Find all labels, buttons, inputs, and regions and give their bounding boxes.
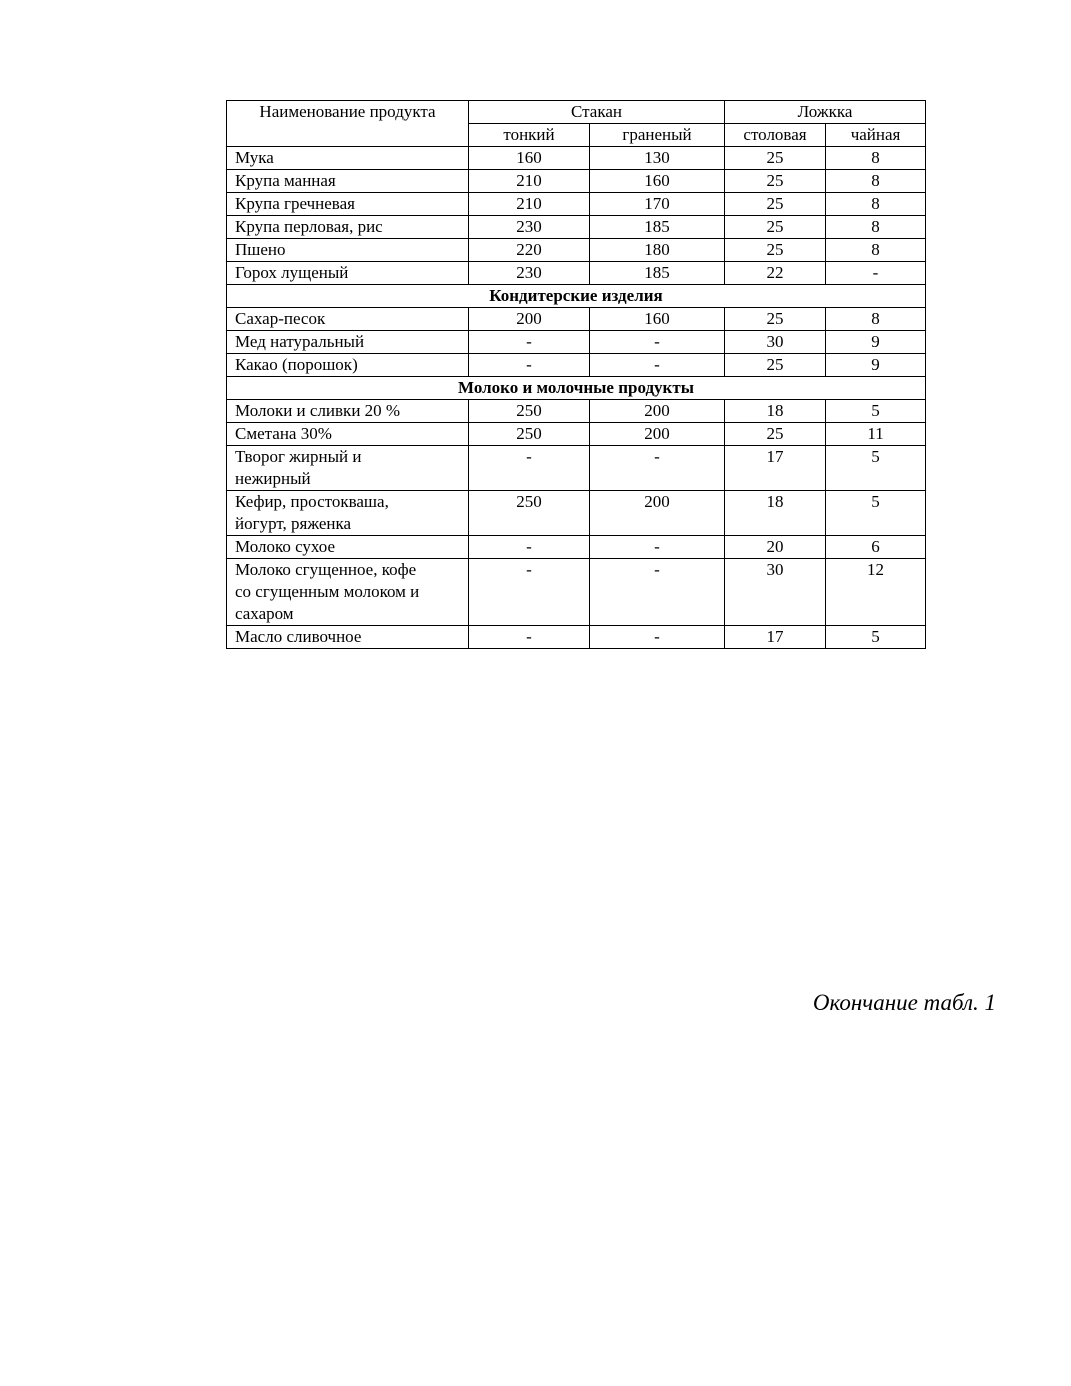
glass-faceted-value: 200 (590, 491, 725, 536)
spoon-tea-value: 8 (826, 170, 926, 193)
spoon-tea-value: 8 (826, 147, 926, 170)
section-confectionery: Кондитерские изделия (227, 285, 926, 308)
spoon-tea-value: 8 (826, 216, 926, 239)
table-row (227, 559, 926, 626)
product-name (227, 446, 469, 491)
product-name: Крупа перловая, рис (227, 216, 469, 239)
section-row (227, 285, 926, 308)
spoon-table-value: 17 (725, 446, 826, 491)
glass-thin-value: 250 (469, 423, 590, 446)
glass-faceted-value: - (590, 626, 725, 649)
header-spoon: Ложкка (725, 101, 926, 124)
spoon-table-value: 25 (725, 170, 826, 193)
product-name: Мука (227, 147, 469, 170)
spoon-tea-value: 5 (826, 400, 926, 423)
glass-faceted-value: - (590, 331, 725, 354)
glass-thin-value: 230 (469, 216, 590, 239)
glass-thin-value: - (469, 446, 590, 491)
product-name: Молоки и сливки 20 % (227, 400, 469, 423)
glass-thin-value: 210 (469, 193, 590, 216)
table-row (227, 216, 926, 239)
spoon-tea-value: - (826, 262, 926, 285)
glass-thin-value: - (469, 559, 590, 626)
table-row (227, 193, 926, 216)
glass-faceted-value: 160 (590, 308, 725, 331)
spoon-tea-value: 8 (826, 239, 926, 262)
table-row (227, 446, 926, 491)
product-name-line: Кефир, простокваша, (235, 492, 389, 511)
glass-faceted-value: 180 (590, 239, 725, 262)
glass-thin-value: 160 (469, 147, 590, 170)
spoon-table-value: 30 (725, 559, 826, 626)
table-header-row (227, 101, 926, 124)
spoon-tea-value: 8 (826, 193, 926, 216)
spoon-table-value: 17 (725, 626, 826, 649)
table-row (227, 423, 926, 446)
spoon-tea-value: 5 (826, 626, 926, 649)
spoon-table-value: 22 (725, 262, 826, 285)
product-name-line: со сгущенным молоком и (235, 582, 420, 601)
table-continuation-caption: Окончание табл. 1 (812, 990, 996, 1015)
glass-faceted-value: - (590, 559, 725, 626)
glass-thin-value: 230 (469, 262, 590, 285)
spoon-table-value: 18 (725, 491, 826, 536)
header-glass-faceted: граненый (590, 124, 725, 147)
spoon-tea-value: 12 (826, 559, 926, 626)
table-row (227, 354, 926, 377)
glass-faceted-value: 170 (590, 193, 725, 216)
spoon-tea-value: 5 (826, 446, 926, 491)
product-name-line: йогурт, ряженка (235, 514, 352, 533)
table-row (227, 147, 926, 170)
table-row (227, 536, 926, 559)
spoon-table-value: 18 (725, 400, 826, 423)
spoon-table-value: 25 (725, 354, 826, 377)
glass-faceted-value: 185 (590, 262, 725, 285)
section-row (227, 377, 926, 400)
product-name (227, 491, 469, 536)
table-row (227, 308, 926, 331)
spoon-table-value: 30 (725, 331, 826, 354)
product-name: Горох лущеный (227, 262, 469, 285)
header-glass-thin: тонкий (469, 124, 590, 147)
glass-faceted-value: - (590, 536, 725, 559)
section-dairy: Молоко и молочные продукты (227, 377, 926, 400)
spoon-tea-value: 6 (826, 536, 926, 559)
table-row (227, 239, 926, 262)
product-name: Крупа манная (227, 170, 469, 193)
glass-thin-value: 250 (469, 491, 590, 536)
product-name: Сахар-песок (227, 308, 469, 331)
product-name-line: Молоко сгущенное, кофе (235, 560, 417, 579)
table-row (227, 400, 926, 423)
glass-thin-value: 220 (469, 239, 590, 262)
glass-thin-value: - (469, 354, 590, 377)
product-name-line: Творог жирный и (235, 447, 362, 466)
product-name: Пшено (227, 239, 469, 262)
product-name: Мед натуральный (227, 331, 469, 354)
spoon-table-value: 25 (725, 193, 826, 216)
spoon-tea-value: 9 (826, 354, 926, 377)
product-name: Молоко сухое (227, 536, 469, 559)
spoon-table-value: 25 (725, 308, 826, 331)
glass-faceted-value: 185 (590, 216, 725, 239)
glass-thin-value: 200 (469, 308, 590, 331)
header-product-name: Наименование продукта (227, 101, 469, 147)
glass-faceted-value: 130 (590, 147, 725, 170)
spoon-tea-value: 11 (826, 423, 926, 446)
glass-faceted-value: 200 (590, 400, 725, 423)
spoon-tea-value: 9 (826, 331, 926, 354)
spoon-table-value: 20 (725, 536, 826, 559)
table-row (227, 491, 926, 536)
glass-thin-value: - (469, 536, 590, 559)
product-name: Масло сливочное (227, 626, 469, 649)
glass-thin-value: 250 (469, 400, 590, 423)
glass-faceted-value: - (590, 354, 725, 377)
glass-thin-value: 210 (469, 170, 590, 193)
product-name: Сметана 30% (227, 423, 469, 446)
spoon-table-value: 25 (725, 239, 826, 262)
table-row (227, 170, 926, 193)
product-name-line: сахаром (235, 604, 294, 623)
product-name (227, 559, 469, 626)
product-name: Какао (порошок) (227, 354, 469, 377)
glass-thin-value: - (469, 626, 590, 649)
header-glass: Стакан (469, 101, 725, 124)
table-row (227, 626, 926, 649)
measures-table (226, 100, 926, 649)
glass-faceted-value: - (590, 446, 725, 491)
glass-faceted-value: 200 (590, 423, 725, 446)
product-name: Крупа гречневая (227, 193, 469, 216)
table-row (227, 331, 926, 354)
spoon-tea-value: 5 (826, 491, 926, 536)
header-spoon-tea: чайная (826, 124, 926, 147)
table-row (227, 262, 926, 285)
spoon-table-value: 25 (725, 147, 826, 170)
glass-faceted-value: 160 (590, 170, 725, 193)
spoon-tea-value: 8 (826, 308, 926, 331)
product-name-line: нежирный (235, 469, 311, 488)
spoon-table-value: 25 (725, 423, 826, 446)
glass-thin-value: - (469, 331, 590, 354)
header-spoon-table: столовая (725, 124, 826, 147)
spoon-table-value: 25 (725, 216, 826, 239)
